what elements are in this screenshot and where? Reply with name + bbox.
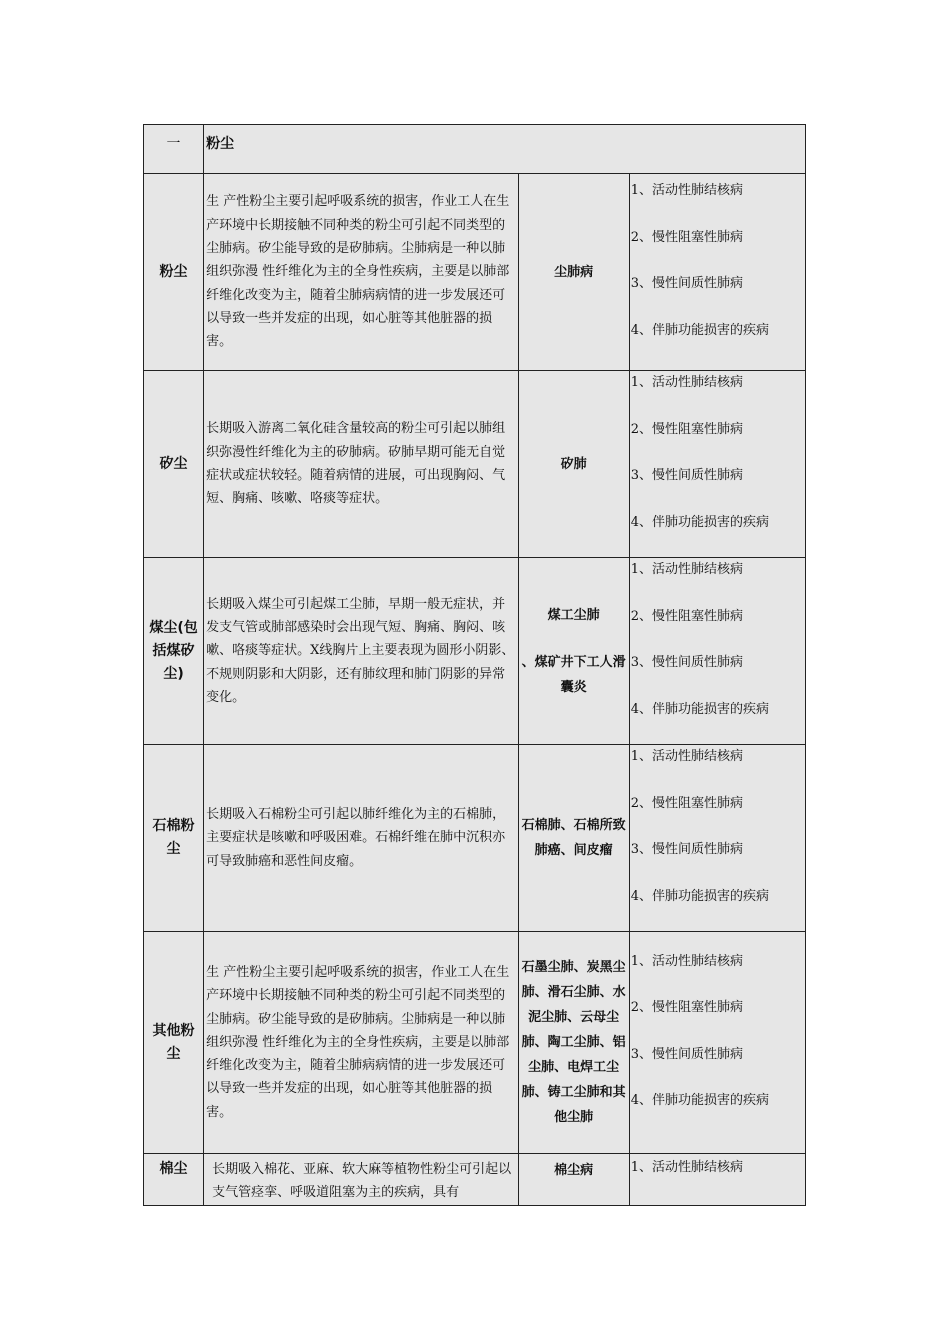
contraindication-item: 2、慢性阻塞性肺病 xyxy=(630,421,743,437)
contraindication-item: 4、伴肺功能损害的疾病 xyxy=(630,1093,769,1108)
contraindication-item: 1、活动性肺结核病 xyxy=(630,749,743,764)
table-row xyxy=(144,371,806,558)
hazard-name: 矽尘 xyxy=(144,371,204,558)
section-title: 粉尘 xyxy=(204,125,806,174)
hazard-description: 长期吸入棉花、亚麻、软大麻等植物性粉尘可引起以支气管痉挛、呼吸道阻塞为主的疾病，具有 xyxy=(204,1154,518,1206)
hazard-name: 棉尘 xyxy=(144,1154,204,1206)
contraindication-item: 3、慢性间质性肺病 xyxy=(630,842,743,857)
contraindication-item: 3、慢性间质性肺病 xyxy=(630,1046,743,1062)
contraindication-list xyxy=(629,1154,805,1206)
contraindication-item: 2、慢性阻塞性肺病 xyxy=(630,229,743,245)
contraindication-item: 4、伴肺功能损害的疾病 xyxy=(630,514,769,530)
hazard-name: 其他粉尘 xyxy=(144,932,204,1154)
occupational-disease xyxy=(518,558,629,745)
section-header-row xyxy=(144,125,806,174)
disease-line: 、煤矿井下工人滑囊炎 xyxy=(521,654,626,695)
occupational-disease: 石墨尘肺、炭黑尘肺、滑石尘肺、水泥尘肺、云母尘肺、陶工尘肺、铝尘肺、电焊工尘肺、铸工尘肺和其他尘肺 xyxy=(518,932,629,1154)
contraindication-list xyxy=(629,745,805,932)
contraindication-item: 3、慢性间质性肺病 xyxy=(630,276,743,291)
contraindication-list xyxy=(629,558,805,745)
table-row xyxy=(144,174,806,371)
contraindication-list xyxy=(629,174,805,371)
hazard-description: 生 产性粉尘主要引起呼吸系统的损害，作业工人在生产环境中长期接触不同种类的粉尘可引起不同类型的尘肺病。矽尘能导致的是矽肺病。尘肺病是一种以肺组织弥漫 性纤维化为主的全身性疾病，主要是以肺部纤维化改变为主，随着尘肺病病情的进一步发展还可以导致一些并发症的出现，如心脏等其他脏器的损害。 xyxy=(204,174,518,371)
table-row xyxy=(144,932,806,1154)
contraindication-item: 2、慢性阻塞性肺病 xyxy=(630,608,743,624)
hazard-description: 长期吸入煤尘可引起煤工尘肺，早期一般无症状，并发支气管或肺部感染时会出现气短、胸痛、胸闷、咳嗽、咯痰等症状。X线胸片上主要表现为圆形小阴影、不规则阴影和大阴影，还有肺纹理和肺门阴影的异常变化。 xyxy=(204,558,518,745)
table-row xyxy=(144,1154,806,1206)
occupational-disease: 棉尘病 xyxy=(518,1154,629,1206)
contraindication-item: 4、伴肺功能损害的疾病 xyxy=(630,322,769,338)
contraindication-item: 2、慢性阻塞性肺病 xyxy=(630,795,743,811)
contraindication-list xyxy=(629,371,805,558)
hazard-table-page xyxy=(143,124,806,1206)
occupational-disease: 尘肺病 xyxy=(518,174,629,371)
hazard-name: 粉尘 xyxy=(144,174,204,371)
contraindication-list xyxy=(629,932,805,1154)
occupational-disease: 矽肺 xyxy=(518,371,629,558)
contraindication-item: 1、活动性肺结核病 xyxy=(630,375,743,390)
contraindication-item: 1、活动性肺结核病 xyxy=(630,1160,743,1175)
hazard-description: 生 产性粉尘主要引起呼吸系统的损害，作业工人在生产环境中长期接触不同种类的粉尘可引起不同类型的尘肺病。矽尘能导致的是矽肺病。尘肺病是一种以肺组织弥漫 性纤维化为主的全身性疾病，主要是以肺部纤维化改变为主，随着尘肺病病情的进一步发展还可以导致一些并发症的出现，如心脏等其他脏器的损害。 xyxy=(204,932,518,1154)
disease-line: 煤工尘肺 xyxy=(547,607,600,623)
dust-hazard-table xyxy=(143,124,806,1206)
contraindication-item: 2、慢性阻塞性肺病 xyxy=(630,1000,743,1015)
contraindication-item: 3、慢性间质性肺病 xyxy=(630,655,743,670)
hazard-description: 长期吸入游离二氧化硅含量较高的粉尘可引起以肺组织弥漫性纤维化为主的矽肺病。矽肺早期可能无自觉症状或症状较轻。随着病情的进展，可出现胸闷、气短、胸痛、咳嗽、咯痰等症状。 xyxy=(204,371,518,558)
hazard-name: 石棉粉尘 xyxy=(144,745,204,932)
contraindication-item: 4、伴肺功能损害的疾病 xyxy=(630,701,769,717)
contraindication-item: 1、活动性肺结核病 xyxy=(630,953,743,969)
contraindication-item: 4、伴肺功能损害的疾病 xyxy=(630,888,769,904)
section-number: 一 xyxy=(144,125,204,174)
contraindication-item: 1、活动性肺结核病 xyxy=(630,562,743,577)
hazard-description: 长期吸入石棉粉尘可引起以肺纤维化为主的石棉肺，主要症状是咳嗽和呼吸困难。石棉纤维在肺中沉积亦可导致肺癌和恶性间皮瘤。 xyxy=(204,745,518,932)
table-row xyxy=(144,745,806,932)
table-row xyxy=(144,558,806,745)
occupational-disease: 石棉肺、石棉所致肺癌、间皮瘤 xyxy=(518,745,629,932)
contraindication-item: 1、活动性肺结核病 xyxy=(630,183,743,198)
hazard-name: 煤尘(包括煤矽尘) xyxy=(144,558,204,745)
contraindication-item: 3、慢性间质性肺病 xyxy=(630,468,743,483)
